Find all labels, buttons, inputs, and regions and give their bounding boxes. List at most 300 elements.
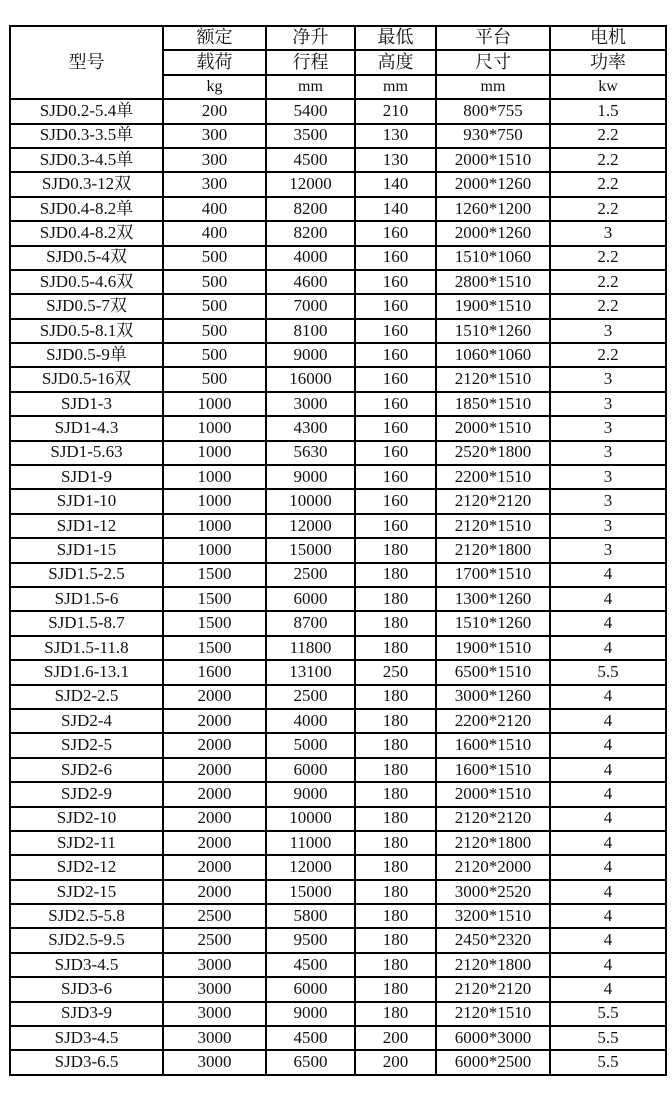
stroke-cell: 4600	[266, 270, 355, 294]
load-cell: 3000	[163, 953, 266, 977]
power-cell: 3	[550, 489, 666, 513]
load-cell: 1000	[163, 514, 266, 538]
table-row	[10, 953, 666, 977]
minheight-cell: 160	[355, 465, 436, 489]
model-cell: SJD1-3	[10, 392, 163, 416]
load-cell: 400	[163, 221, 266, 245]
platform-size-cell: 1900*1510	[436, 636, 550, 660]
model-cell: SJD1-5.63	[10, 441, 163, 465]
minheight-cell: 130	[355, 148, 436, 172]
load-cell: 3000	[163, 1026, 266, 1050]
model-cell: SJD1.5-11.8	[10, 636, 163, 660]
model-cell: SJD1-4.3	[10, 416, 163, 440]
load-cell: 200	[163, 99, 266, 123]
header-power-unit: kw	[550, 75, 666, 99]
platform-size-cell: 1510*1060	[436, 246, 550, 270]
power-cell: 5.5	[550, 660, 666, 684]
platform-size-cell: 2120*1800	[436, 953, 550, 977]
load-cell: 300	[163, 124, 266, 148]
minheight-cell: 160	[355, 489, 436, 513]
table-row	[10, 807, 666, 831]
stroke-cell: 9000	[266, 1002, 355, 1026]
power-cell: 1.5	[550, 99, 666, 123]
table-row	[10, 392, 666, 416]
load-cell: 500	[163, 246, 266, 270]
platform-size-cell: 3000*1260	[436, 685, 550, 709]
power-cell: 2.2	[550, 197, 666, 221]
load-cell: 1500	[163, 636, 266, 660]
model-cell: SJD0.3-12双	[10, 172, 163, 196]
platform-size-cell: 2000*1260	[436, 221, 550, 245]
stroke-cell: 11800	[266, 636, 355, 660]
stroke-cell: 12000	[266, 172, 355, 196]
power-cell: 3	[550, 221, 666, 245]
model-cell: SJD2-2.5	[10, 685, 163, 709]
stroke-cell: 6500	[266, 1050, 355, 1074]
table-row	[10, 416, 666, 440]
platform-size-cell: 2120*1510	[436, 367, 550, 391]
stroke-cell: 7000	[266, 294, 355, 318]
model-cell: SJD0.4-8.2单	[10, 197, 163, 221]
minheight-cell: 180	[355, 709, 436, 733]
load-cell: 3000	[163, 1050, 266, 1074]
power-cell: 4	[550, 611, 666, 635]
table-row	[10, 709, 666, 733]
power-cell: 4	[550, 977, 666, 1001]
model-cell: SJD1.5-2.5	[10, 563, 163, 587]
minheight-cell: 160	[355, 416, 436, 440]
model-cell: SJD3-9	[10, 1002, 163, 1026]
power-cell: 5.5	[550, 1026, 666, 1050]
power-cell: 4	[550, 831, 666, 855]
stroke-cell: 12000	[266, 514, 355, 538]
minheight-cell: 200	[355, 1050, 436, 1074]
power-cell: 4	[550, 563, 666, 587]
table-row	[10, 514, 666, 538]
load-cell: 2500	[163, 928, 266, 952]
stroke-cell: 10000	[266, 807, 355, 831]
stroke-cell: 9000	[266, 465, 355, 489]
power-cell: 2.2	[550, 124, 666, 148]
platform-size-cell: 2000*1510	[436, 416, 550, 440]
header-minheight-line1: 最低	[355, 26, 436, 50]
stroke-cell: 10000	[266, 489, 355, 513]
platform-size-cell: 6500*1510	[436, 660, 550, 684]
minheight-cell: 180	[355, 904, 436, 928]
model-cell: SJD1-10	[10, 489, 163, 513]
platform-size-cell: 2520*1800	[436, 441, 550, 465]
platform-size-cell: 3200*1510	[436, 904, 550, 928]
load-cell: 2000	[163, 807, 266, 831]
power-cell: 4	[550, 685, 666, 709]
power-cell: 2.2	[550, 294, 666, 318]
header-power-line2: 功率	[550, 50, 666, 74]
platform-size-cell: 2120*1510	[436, 514, 550, 538]
load-cell: 1000	[163, 538, 266, 562]
model-cell: SJD3-4.5	[10, 1026, 163, 1050]
power-cell: 4	[550, 928, 666, 952]
load-cell: 2000	[163, 709, 266, 733]
platform-size-cell: 2000*1510	[436, 148, 550, 172]
header-stroke-line1: 净升	[266, 26, 355, 50]
power-cell: 3	[550, 319, 666, 343]
model-cell: SJD0.2-5.4单	[10, 99, 163, 123]
table-row	[10, 831, 666, 855]
header-platform-line2: 尺寸	[436, 50, 550, 74]
minheight-cell: 210	[355, 99, 436, 123]
power-cell: 4	[550, 855, 666, 879]
table-row	[10, 465, 666, 489]
power-cell: 2.2	[550, 343, 666, 367]
table-row	[10, 489, 666, 513]
platform-size-cell: 2200*1510	[436, 465, 550, 489]
power-cell: 3	[550, 538, 666, 562]
load-cell: 500	[163, 270, 266, 294]
platform-size-cell: 2120*2120	[436, 807, 550, 831]
stroke-cell: 4300	[266, 416, 355, 440]
minheight-cell: 140	[355, 172, 436, 196]
load-cell: 1000	[163, 416, 266, 440]
stroke-cell: 12000	[266, 855, 355, 879]
load-cell: 2000	[163, 733, 266, 757]
minheight-cell: 180	[355, 636, 436, 660]
power-cell: 5.5	[550, 1050, 666, 1074]
load-cell: 2000	[163, 685, 266, 709]
table-row	[10, 246, 666, 270]
stroke-cell: 6000	[266, 758, 355, 782]
header-load-line2: 载荷	[163, 50, 266, 74]
table-row	[10, 441, 666, 465]
load-cell: 3000	[163, 977, 266, 1001]
minheight-cell: 180	[355, 953, 436, 977]
minheight-cell: 160	[355, 343, 436, 367]
stroke-cell: 5630	[266, 441, 355, 465]
load-cell: 500	[163, 294, 266, 318]
table-row	[10, 660, 666, 684]
power-cell: 4	[550, 636, 666, 660]
load-cell: 2500	[163, 904, 266, 928]
stroke-cell: 16000	[266, 367, 355, 391]
minheight-cell: 180	[355, 611, 436, 635]
model-cell: SJD0.4-8.2双	[10, 221, 163, 245]
platform-size-cell: 1510*1260	[436, 611, 550, 635]
minheight-cell: 180	[355, 1002, 436, 1026]
minheight-cell: 180	[355, 855, 436, 879]
table-row	[10, 685, 666, 709]
stroke-cell: 4000	[266, 709, 355, 733]
platform-size-cell: 2120*2000	[436, 855, 550, 879]
platform-size-cell: 2200*2120	[436, 709, 550, 733]
table-row	[10, 270, 666, 294]
model-cell: SJD3-6	[10, 977, 163, 1001]
table-row	[10, 733, 666, 757]
model-cell: SJD2-11	[10, 831, 163, 855]
power-cell: 4	[550, 904, 666, 928]
minheight-cell: 130	[355, 124, 436, 148]
minheight-cell: 160	[355, 221, 436, 245]
model-cell: SJD1-12	[10, 514, 163, 538]
load-cell: 300	[163, 148, 266, 172]
power-cell: 4	[550, 880, 666, 904]
load-cell: 500	[163, 343, 266, 367]
table-row	[10, 99, 666, 123]
power-cell: 4	[550, 709, 666, 733]
platform-size-cell: 2120*2120	[436, 489, 550, 513]
platform-size-cell: 1600*1510	[436, 733, 550, 757]
model-cell: SJD2-15	[10, 880, 163, 904]
stroke-cell: 9500	[266, 928, 355, 952]
power-cell: 2.2	[550, 172, 666, 196]
minheight-cell: 160	[355, 392, 436, 416]
header-minheight-line2: 高度	[355, 50, 436, 74]
stroke-cell: 9000	[266, 782, 355, 806]
stroke-cell: 5800	[266, 904, 355, 928]
platform-size-cell: 1510*1260	[436, 319, 550, 343]
table-row	[10, 782, 666, 806]
spec-table-header	[10, 26, 666, 99]
platform-size-cell: 1900*1510	[436, 294, 550, 318]
stroke-cell: 5000	[266, 733, 355, 757]
model-cell: SJD1-9	[10, 465, 163, 489]
model-cell: SJD2-12	[10, 855, 163, 879]
table-row	[10, 1026, 666, 1050]
minheight-cell: 250	[355, 660, 436, 684]
platform-size-cell: 2800*1510	[436, 270, 550, 294]
power-cell: 4	[550, 782, 666, 806]
minheight-cell: 180	[355, 807, 436, 831]
platform-size-cell: 2120*1510	[436, 1002, 550, 1026]
platform-size-cell: 800*755	[436, 99, 550, 123]
model-cell: SJD0.5-7双	[10, 294, 163, 318]
power-cell: 5.5	[550, 1002, 666, 1026]
power-cell: 3	[550, 465, 666, 489]
table-row	[10, 1002, 666, 1026]
load-cell: 500	[163, 319, 266, 343]
stroke-cell: 4500	[266, 148, 355, 172]
header-platform-unit: mm	[436, 75, 550, 99]
table-row	[10, 221, 666, 245]
minheight-cell: 160	[355, 319, 436, 343]
table-row	[10, 172, 666, 196]
model-cell: SJD1.5-8.7	[10, 611, 163, 635]
stroke-cell: 3500	[266, 124, 355, 148]
model-cell: SJD2-9	[10, 782, 163, 806]
model-cell: SJD0.5-8.1双	[10, 319, 163, 343]
power-cell: 4	[550, 733, 666, 757]
power-cell: 2.2	[550, 246, 666, 270]
model-cell: SJD0.5-4双	[10, 246, 163, 270]
stroke-cell: 8100	[266, 319, 355, 343]
table-row	[10, 294, 666, 318]
platform-size-cell: 2120*2120	[436, 977, 550, 1001]
minheight-cell: 160	[355, 294, 436, 318]
stroke-cell: 8200	[266, 221, 355, 245]
model-cell: SJD0.5-9单	[10, 343, 163, 367]
minheight-cell: 140	[355, 197, 436, 221]
load-cell: 500	[163, 367, 266, 391]
minheight-cell: 180	[355, 977, 436, 1001]
minheight-cell: 180	[355, 831, 436, 855]
load-cell: 1500	[163, 563, 266, 587]
load-cell: 1000	[163, 392, 266, 416]
minheight-cell: 160	[355, 270, 436, 294]
spec-table-body	[10, 99, 666, 1075]
stroke-cell: 6000	[266, 587, 355, 611]
table-row	[10, 319, 666, 343]
platform-size-cell: 2450*2320	[436, 928, 550, 952]
minheight-cell: 180	[355, 928, 436, 952]
stroke-cell: 5400	[266, 99, 355, 123]
load-cell: 2000	[163, 855, 266, 879]
load-cell: 1000	[163, 489, 266, 513]
model-cell: SJD2-4	[10, 709, 163, 733]
platform-size-cell: 1060*1060	[436, 343, 550, 367]
platform-size-cell: 2000*1260	[436, 172, 550, 196]
table-row	[10, 148, 666, 172]
minheight-cell: 160	[355, 246, 436, 270]
load-cell: 1000	[163, 441, 266, 465]
header-load-line1: 额定	[163, 26, 266, 50]
load-cell: 1600	[163, 660, 266, 684]
power-cell: 2.2	[550, 270, 666, 294]
load-cell: 3000	[163, 1002, 266, 1026]
model-cell: SJD1.6-13.1	[10, 660, 163, 684]
table-row	[10, 928, 666, 952]
table-row	[10, 880, 666, 904]
model-cell: SJD1-15	[10, 538, 163, 562]
power-cell: 4	[550, 953, 666, 977]
platform-size-cell: 1300*1260	[436, 587, 550, 611]
platform-size-cell: 930*750	[436, 124, 550, 148]
minheight-cell: 180	[355, 587, 436, 611]
minheight-cell: 180	[355, 758, 436, 782]
power-cell: 3	[550, 416, 666, 440]
model-cell: SJD2-6	[10, 758, 163, 782]
table-row	[10, 977, 666, 1001]
stroke-cell: 4500	[266, 953, 355, 977]
stroke-cell: 15000	[266, 538, 355, 562]
table-row	[10, 611, 666, 635]
spec-table	[9, 25, 667, 1076]
minheight-cell: 180	[355, 563, 436, 587]
load-cell: 2000	[163, 831, 266, 855]
table-row	[10, 904, 666, 928]
model-cell: SJD3-4.5	[10, 953, 163, 977]
platform-size-cell: 6000*2500	[436, 1050, 550, 1074]
load-cell: 1500	[163, 611, 266, 635]
minheight-cell: 180	[355, 733, 436, 757]
header-model: 型号	[10, 26, 163, 99]
stroke-cell: 2500	[266, 685, 355, 709]
model-cell: SJD2.5-9.5	[10, 928, 163, 952]
minheight-cell: 200	[355, 1026, 436, 1050]
load-cell: 1500	[163, 587, 266, 611]
load-cell: 2000	[163, 758, 266, 782]
load-cell: 1000	[163, 465, 266, 489]
platform-size-cell: 2120*1800	[436, 831, 550, 855]
minheight-cell: 160	[355, 514, 436, 538]
minheight-cell: 180	[355, 782, 436, 806]
platform-size-cell: 2000*1510	[436, 782, 550, 806]
stroke-cell: 3000	[266, 392, 355, 416]
minheight-cell: 180	[355, 880, 436, 904]
header-power-line1: 电机	[550, 26, 666, 50]
table-row	[10, 124, 666, 148]
table-row	[10, 538, 666, 562]
stroke-cell: 15000	[266, 880, 355, 904]
stroke-cell: 9000	[266, 343, 355, 367]
stroke-cell: 6000	[266, 977, 355, 1001]
power-cell: 3	[550, 441, 666, 465]
header-row-1	[10, 26, 666, 50]
load-cell: 2000	[163, 782, 266, 806]
power-cell: 3	[550, 392, 666, 416]
minheight-cell: 160	[355, 441, 436, 465]
stroke-cell: 8200	[266, 197, 355, 221]
load-cell: 400	[163, 197, 266, 221]
power-cell: 3	[550, 514, 666, 538]
stroke-cell: 4500	[266, 1026, 355, 1050]
header-minheight-unit: mm	[355, 75, 436, 99]
table-row	[10, 1050, 666, 1074]
minheight-cell: 180	[355, 685, 436, 709]
power-cell: 4	[550, 758, 666, 782]
load-cell: 2000	[163, 880, 266, 904]
table-row	[10, 343, 666, 367]
stroke-cell: 4000	[266, 246, 355, 270]
platform-size-cell: 2120*1800	[436, 538, 550, 562]
model-cell: SJD2-5	[10, 733, 163, 757]
table-row	[10, 587, 666, 611]
header-platform-line1: 平台	[436, 26, 550, 50]
minheight-cell: 160	[355, 367, 436, 391]
platform-size-cell: 1600*1510	[436, 758, 550, 782]
stroke-cell: 11000	[266, 831, 355, 855]
stroke-cell: 2500	[266, 563, 355, 587]
table-row	[10, 563, 666, 587]
stroke-cell: 8700	[266, 611, 355, 635]
model-cell: SJD3-6.5	[10, 1050, 163, 1074]
model-cell: SJD1.5-6	[10, 587, 163, 611]
table-row	[10, 197, 666, 221]
platform-size-cell: 1700*1510	[436, 563, 550, 587]
power-cell: 4	[550, 807, 666, 831]
model-cell: SJD2.5-5.8	[10, 904, 163, 928]
table-row	[10, 758, 666, 782]
table-row	[10, 636, 666, 660]
table-row	[10, 855, 666, 879]
minheight-cell: 180	[355, 538, 436, 562]
power-cell: 3	[550, 367, 666, 391]
platform-size-cell: 6000*3000	[436, 1026, 550, 1050]
stroke-cell: 13100	[266, 660, 355, 684]
model-cell: SJD0.3-3.5单	[10, 124, 163, 148]
load-cell: 300	[163, 172, 266, 196]
platform-size-cell: 1850*1510	[436, 392, 550, 416]
power-cell: 4	[550, 587, 666, 611]
header-load-unit: kg	[163, 75, 266, 99]
platform-size-cell: 1260*1200	[436, 197, 550, 221]
model-cell: SJD0.5-16双	[10, 367, 163, 391]
model-cell: SJD2-10	[10, 807, 163, 831]
header-stroke-unit: mm	[266, 75, 355, 99]
table-row	[10, 367, 666, 391]
platform-size-cell: 3000*2520	[436, 880, 550, 904]
model-cell: SJD0.5-4.6双	[10, 270, 163, 294]
model-cell: SJD0.3-4.5单	[10, 148, 163, 172]
power-cell: 2.2	[550, 148, 666, 172]
header-stroke-line2: 行程	[266, 50, 355, 74]
